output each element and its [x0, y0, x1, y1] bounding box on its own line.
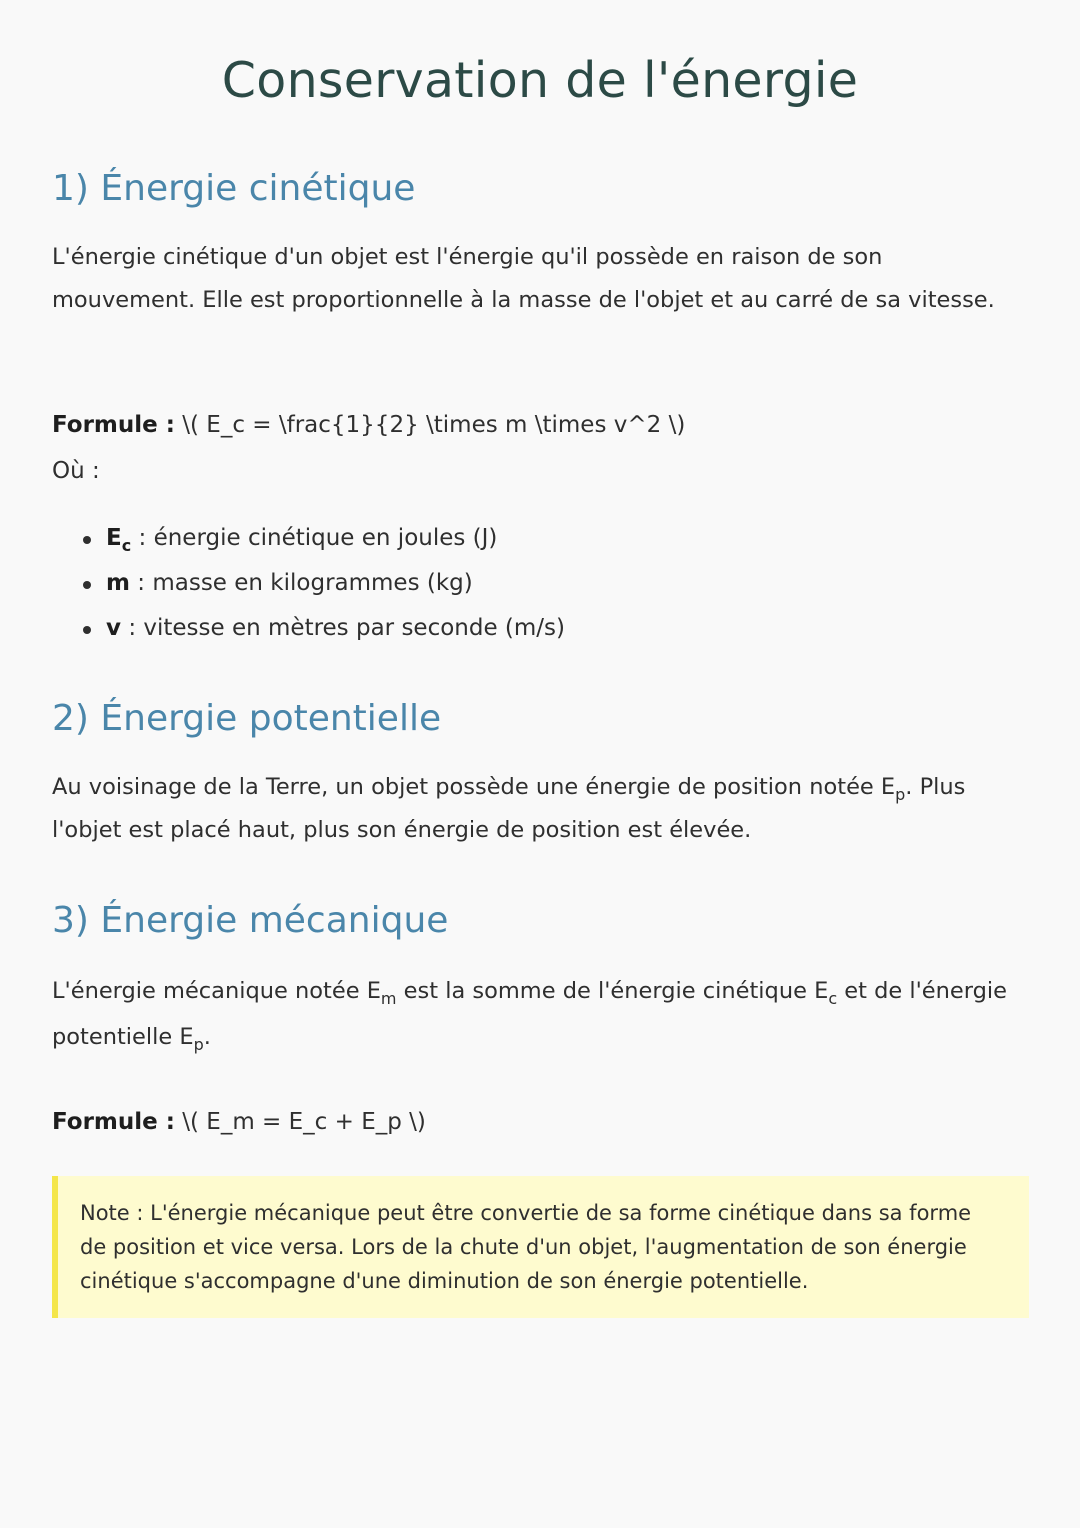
- formula-label: Formule :: [52, 1109, 175, 1135]
- section-2-paragraph: Au voisinage de la Terre, un objet possède une énergie de position notée $E_p$. Plus l'objet est placé haut, plus son énergie de position est élevée.: [52, 774, 966, 843]
- variable-description: : masse en kilogrammes (kg): [137, 570, 473, 596]
- page-title: Conservation de l'énergie: [221, 52, 859, 109]
- list-item: [106, 516, 565, 561]
- variable-description: : vitesse en mètres par seconde (m/s): [128, 615, 566, 641]
- list-item: [106, 561, 565, 606]
- mechanical-formula: [52, 1109, 426, 1135]
- section-1-paragraph: L'énergie cinétique d'un objet est l'énergie qu'il possède en raison de son mouvement. Elle est proportionnelle à la masse de l'objet et au carré de sa vitesse.: [52, 244, 995, 313]
- list-item: [106, 606, 565, 651]
- variable-description: : énergie cinétique en joules (J): [138, 525, 498, 551]
- note-callout: Note : L'énergie mécanique peut être convertie de sa forme cinétique dans sa forme de position et vice versa. Lors de la chute d'un objet, l'augmentation de son énergie cinétique s'accompagne d'une diminution de son énergie potentielle.: [52, 1176, 1029, 1318]
- kinetic-formula: [52, 412, 685, 438]
- formula-text: \( E_m = E_c + E_p \): [182, 1109, 426, 1135]
- formula-text: \( E_c = \frac{1}{2} \times m \times v^2 \): [182, 412, 686, 438]
- variable-list: [52, 516, 565, 651]
- variable-symbol: m: [106, 570, 130, 596]
- section-3-heading: 3) Énergie mécanique: [52, 900, 449, 941]
- section-2-heading: 2) Énergie potentielle: [52, 698, 442, 739]
- formula-label: Formule :: [52, 412, 175, 438]
- section-3-paragraph: L'énergie mécanique notée $E_m$ est la somme de l'énergie cinétique $E_c$ et de l'énergie potentielle $E_p$.: [52, 978, 1007, 1054]
- section-1-heading: 1) Énergie cinétique: [52, 168, 416, 209]
- variable-symbol: $E_c$: [106, 525, 132, 555]
- where-label: Où :: [52, 458, 100, 484]
- variable-symbol: v: [106, 615, 121, 641]
